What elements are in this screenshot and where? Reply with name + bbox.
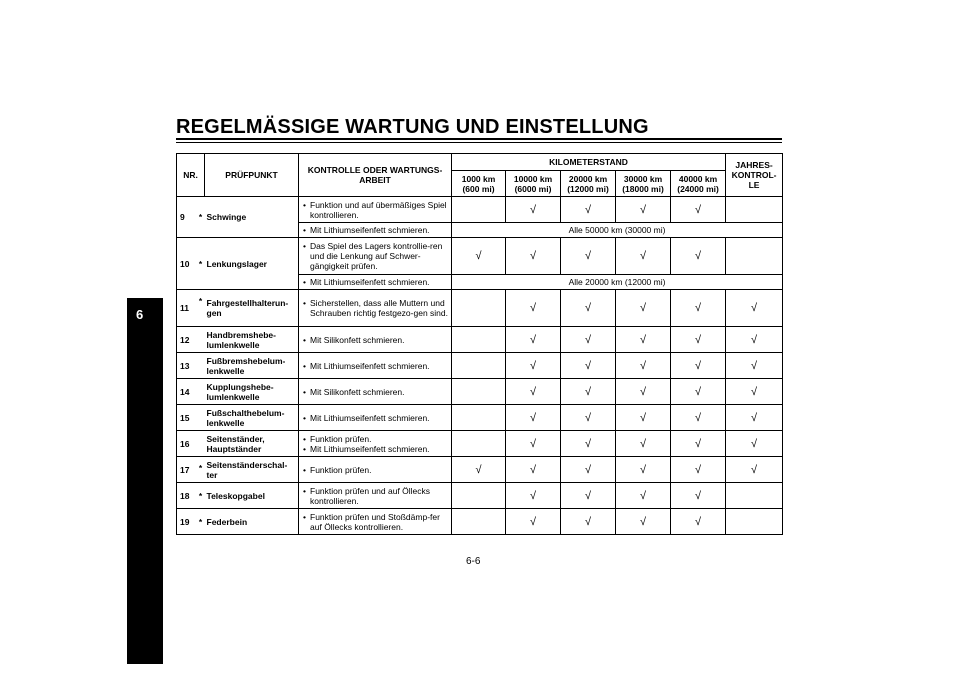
interval-note: Alle 50000 km (30000 mi): [452, 223, 783, 238]
action-cell: [299, 509, 452, 535]
header-km-group: KILOMETERSTAND: [452, 154, 726, 171]
maintenance-table: [176, 153, 783, 535]
action-text: • Funktion prüfen.: [303, 434, 449, 444]
check-mark: √: [506, 457, 561, 483]
check-mark: √: [616, 509, 671, 535]
check-mark: √: [506, 197, 561, 223]
header-interval: 30000 km (18000 mi): [616, 171, 671, 197]
check-mark: √: [671, 405, 726, 431]
check-point: Kupplungshebe-lumlenkwelle: [205, 379, 299, 405]
header-interval: 10000 km (6000 mi): [506, 171, 561, 197]
check-mark: √: [506, 327, 561, 353]
action-cell: [299, 238, 452, 275]
check-mark: √: [671, 379, 726, 405]
table-row: [177, 238, 783, 275]
action-cell: [299, 327, 452, 353]
check-mark: √: [616, 379, 671, 405]
header-interval: 20000 km (12000 mi): [561, 171, 616, 197]
action-text: • Mit Lithiumseifenfett schmieren.: [303, 413, 449, 423]
action-cell: [299, 353, 452, 379]
check-mark: √: [506, 431, 561, 457]
check-mark: √: [616, 353, 671, 379]
action-text: • Mit Lithiumseifenfett schmieren.: [303, 361, 449, 371]
action-text: • Sicherstellen, dass alle Muttern und Schrauben richtig festgezo-gen sind.: [303, 298, 449, 318]
action-cell: [299, 275, 452, 290]
header-interval: 1000 km (600 mi): [452, 171, 506, 197]
action-text: • Mit Lithiumseifenfett schmieren.: [303, 225, 449, 235]
check-point: Handbremshebe-lumlenkwelle: [205, 327, 299, 353]
header-point: PRÜFPUNKT: [205, 154, 299, 197]
check-mark: √: [561, 238, 616, 275]
check-mark: √: [506, 379, 561, 405]
check-mark: √: [671, 483, 726, 509]
check-mark: √: [726, 327, 783, 353]
header-nr: NR.: [177, 154, 205, 197]
check-mark: √: [561, 431, 616, 457]
header-action: KONTROLLE ODER WARTUNGS-ARBEIT: [299, 154, 452, 197]
check-mark: √: [726, 405, 783, 431]
check-mark: √: [616, 238, 671, 275]
check-mark: √: [671, 238, 726, 275]
check-mark: √: [561, 457, 616, 483]
section-tab-number: 6: [136, 307, 144, 322]
action-text: • Mit Silikonfett schmieren.: [303, 387, 449, 397]
inspection-star: *: [197, 457, 205, 483]
check-mark: √: [561, 405, 616, 431]
check-mark: √: [561, 290, 616, 327]
table-row: [177, 405, 783, 431]
check-mark: √: [671, 327, 726, 353]
action-text: • Mit Lithiumseifenfett schmieren.: [303, 444, 449, 454]
page-title: REGELMÄSSIGE WARTUNG UND EINSTELLUNG: [176, 116, 649, 138]
action-text: • Funktion prüfen und auf Öllecks kontrollieren.: [303, 486, 449, 506]
check-mark: √: [616, 197, 671, 223]
check-point: Seitenständerschal-ter: [205, 457, 299, 483]
check-mark: √: [561, 197, 616, 223]
check-mark: √: [561, 379, 616, 405]
inspection-star: *: [197, 509, 205, 535]
action-text: • Das Spiel des Lagers kontrollie-ren und die Lenkung auf Schwer-gängigkeit prüfen.: [303, 241, 449, 271]
action-text: • Mit Lithiumseifenfett schmieren.: [303, 277, 449, 287]
row-nr: 17: [177, 457, 197, 483]
check-mark: √: [616, 483, 671, 509]
check-mark: √: [616, 431, 671, 457]
check-mark: √: [671, 509, 726, 535]
check-mark: √: [506, 290, 561, 327]
check-mark: √: [671, 290, 726, 327]
check-mark: √: [506, 509, 561, 535]
check-mark: √: [506, 405, 561, 431]
action-cell: [299, 290, 452, 327]
row-nr: 19: [177, 509, 197, 535]
check-mark: √: [726, 431, 783, 457]
inspection-star: *: [197, 483, 205, 509]
check-mark: √: [506, 483, 561, 509]
row-nr: 18: [177, 483, 197, 509]
check-mark: √: [452, 457, 506, 483]
check-mark: √: [671, 457, 726, 483]
check-mark: √: [671, 197, 726, 223]
header-interval: 40000 km (24000 mi): [671, 171, 726, 197]
table-row: [177, 509, 783, 535]
row-nr: 15: [177, 405, 197, 431]
header-annual: JAHRES-KONTROL-LE: [726, 154, 783, 197]
table-row: [177, 483, 783, 509]
check-mark: √: [616, 327, 671, 353]
check-point: Fußschalthebelum-lenkwelle: [205, 405, 299, 431]
check-mark: √: [506, 353, 561, 379]
page-number: 6-6: [466, 556, 481, 567]
row-nr: 11: [177, 290, 197, 327]
action-cell: [299, 405, 452, 431]
check-mark: √: [726, 290, 783, 327]
inspection-star: *: [197, 197, 205, 238]
check-point: Schwinge: [205, 197, 299, 238]
action-cell: [299, 197, 452, 223]
check-mark: √: [561, 327, 616, 353]
table-row: [177, 457, 783, 483]
row-nr: 16: [177, 431, 197, 457]
check-point: Fußbremshebelum-lenkwelle: [205, 353, 299, 379]
action-text: • Funktion prüfen.: [303, 465, 449, 475]
action-cell: [299, 457, 452, 483]
table-row: [177, 327, 783, 353]
row-nr: 10: [177, 238, 197, 290]
action-text: • Mit Silikonfett schmieren.: [303, 335, 449, 345]
action-text: • Funktion und auf übermäßiges Spiel kontrollieren.: [303, 200, 449, 220]
action-text: • Funktion prüfen und Stoßdämp-fer auf Öllecks kontrollieren.: [303, 512, 449, 532]
table-row: [177, 353, 783, 379]
check-mark: √: [616, 290, 671, 327]
check-point: Federbein: [205, 509, 299, 535]
interval-note: Alle 20000 km (12000 mi): [452, 275, 783, 290]
check-mark: √: [561, 509, 616, 535]
check-mark: √: [726, 379, 783, 405]
inspection-star: *: [197, 238, 205, 290]
row-nr: 12: [177, 327, 197, 353]
check-mark: √: [561, 353, 616, 379]
row-nr: 9: [177, 197, 197, 238]
check-mark: √: [616, 457, 671, 483]
check-point: Fahrgestellhalterun-gen: [205, 290, 299, 327]
check-mark: √: [726, 353, 783, 379]
check-point: Seitenständer, Hauptständer: [205, 431, 299, 457]
section-tab: [127, 298, 163, 664]
action-cell: [299, 483, 452, 509]
title-rule-thin: [176, 142, 782, 143]
check-mark: √: [452, 238, 506, 275]
action-cell: [299, 431, 452, 457]
check-point: Lenkungslager: [205, 238, 299, 290]
check-mark: √: [506, 238, 561, 275]
table-row: [177, 197, 783, 223]
row-nr: 13: [177, 353, 197, 379]
check-mark: √: [616, 405, 671, 431]
table-row: [177, 431, 783, 457]
check-mark: √: [671, 431, 726, 457]
check-mark: √: [726, 457, 783, 483]
inspection-star: *: [197, 290, 205, 327]
action-cell: [299, 223, 452, 238]
check-point: Teleskopgabel: [205, 483, 299, 509]
table-row: [177, 290, 783, 327]
row-nr: 14: [177, 379, 197, 405]
table-row: [177, 379, 783, 405]
check-mark: √: [561, 483, 616, 509]
action-cell: [299, 379, 452, 405]
check-mark: √: [671, 353, 726, 379]
title-rule: [176, 138, 782, 140]
